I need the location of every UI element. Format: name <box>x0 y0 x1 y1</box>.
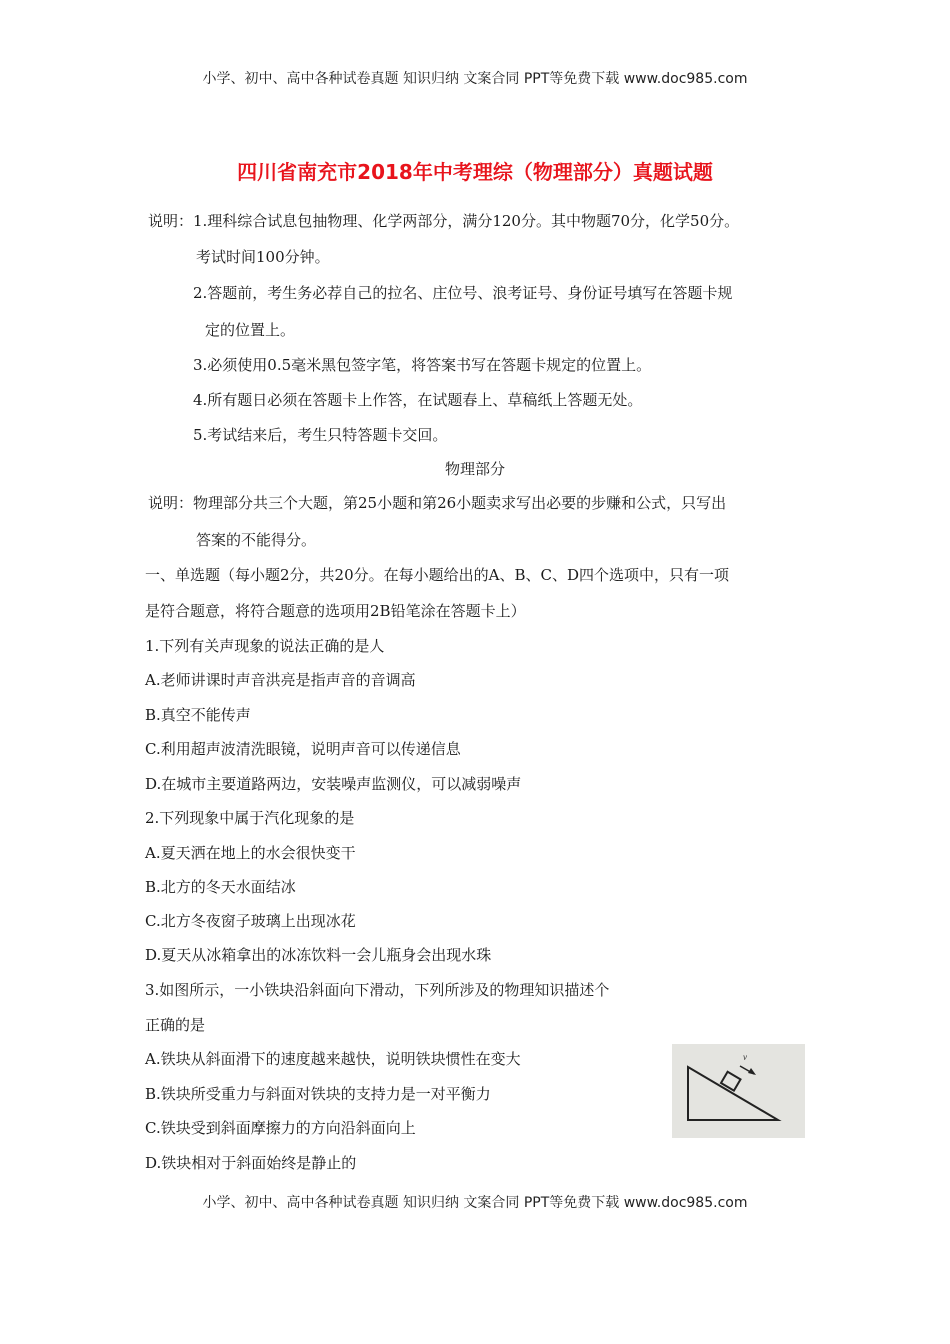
incline-diagram <box>672 1044 805 1138</box>
q3-stem-cont: 正确的是 <box>145 1016 206 1034</box>
q3-option-c: C.铁块受到斜面摩擦力的方向沿斜面向上 <box>145 1119 416 1137</box>
q3-option-d: D.铁块相对于斜面始终是静止的 <box>145 1154 357 1172</box>
q2-stem: 2.下列现象中属于汽化现象的是 <box>145 809 355 827</box>
q1-option-d: D.在城市主要道路两边，安装噪声监测仪，可以减弱噪声 <box>145 775 522 793</box>
physics-note: 说明：物理部分共三个大题，第25小题和第26小题卖求写出必要的步赚和公式，只写出 <box>148 494 727 512</box>
incline-figure <box>672 1044 805 1138</box>
physics-note-cont: 答案的不能得分。 <box>196 531 317 549</box>
q3-option-b: B.铁块所受重力与斜面对铁块的支持力是一对平衡力 <box>145 1085 491 1103</box>
instruction-1-cont: 考试时间100分钟。 <box>196 248 330 266</box>
physics-heading: 物理部分 <box>444 460 505 478</box>
q1-stem: 1.下列有关声现象的说法正确的是人 <box>145 637 385 655</box>
velocity-label: v <box>743 1052 747 1062</box>
q2-option-a: A.夏天洒在地上的水会很快变干 <box>145 844 356 862</box>
q2-option-b: B.北方的冬天水面结冰 <box>145 878 296 896</box>
page-footer: 小学、初中、高中各种试卷真题 知识归纳 文案合同 PPT等免费下载 www.doc985.com <box>202 1195 748 1211</box>
page-header: 小学、初中、高中各种试卷真题 知识归纳 文案合同 PPT等免费下载 www.doc985.com <box>202 71 748 87</box>
q3-stem: 3.如图所示，一小铁块沿斜面向下滑动，下列所涉及的物理知识描述个 <box>145 981 610 999</box>
q2-option-c: C.北方冬夜窗子玻璃上出现冰花 <box>145 912 356 930</box>
q1-option-a: A.老师讲课时声音洪亮是指声音的音调高 <box>145 671 416 689</box>
instruction-2: 2.答题前，考生务必荐自己的拉名、庄位号、浪考证号、身份证号填写在答题卡规 <box>193 284 733 302</box>
instruction-3: 3.必须使用0.5毫米黑包签字笔，将答案书写在答题卡规定的位置上。 <box>193 356 652 374</box>
q3-option-a: A.铁块从斜面滑下的速度越来越快，说明铁块惯性在变大 <box>145 1050 521 1068</box>
page-title: 四川省南充市2018年中考理综（物理部分）真题试题 <box>237 160 713 184</box>
instruction-4: 4.所有题日必须在答题卡上作答，在试题春上、草稿纸上答题无处。 <box>193 391 643 409</box>
q1-option-b: B.真空不能传声 <box>145 706 251 724</box>
instruction-5: 5.考试结来后，考生只特答题卡交回。 <box>193 426 448 444</box>
q2-option-d: D.夏天从冰箱拿出的冰冻饮料一会儿瓶身会出现水珠 <box>145 946 492 964</box>
instruction-2-cont: 定的位置上。 <box>205 321 296 339</box>
section-heading: 一、单选题（每小题2分，共20分。在每小题给出的A、B、C、D四个选项中，只有一项 <box>145 566 729 584</box>
instruction-1: 说明：1.理科综合试息包抽物理、化学两部分，满分120分。其中物题70分，化学50分。 <box>148 212 740 230</box>
section-heading-cont: 是符合题意，将符合题意的选项用2B铅笔涂在答题卡上） <box>145 602 526 620</box>
velocity-arrowhead <box>748 1068 756 1075</box>
q1-option-c: C.利用超声波清洗眼镜，说明声音可以传递信息 <box>145 740 461 758</box>
